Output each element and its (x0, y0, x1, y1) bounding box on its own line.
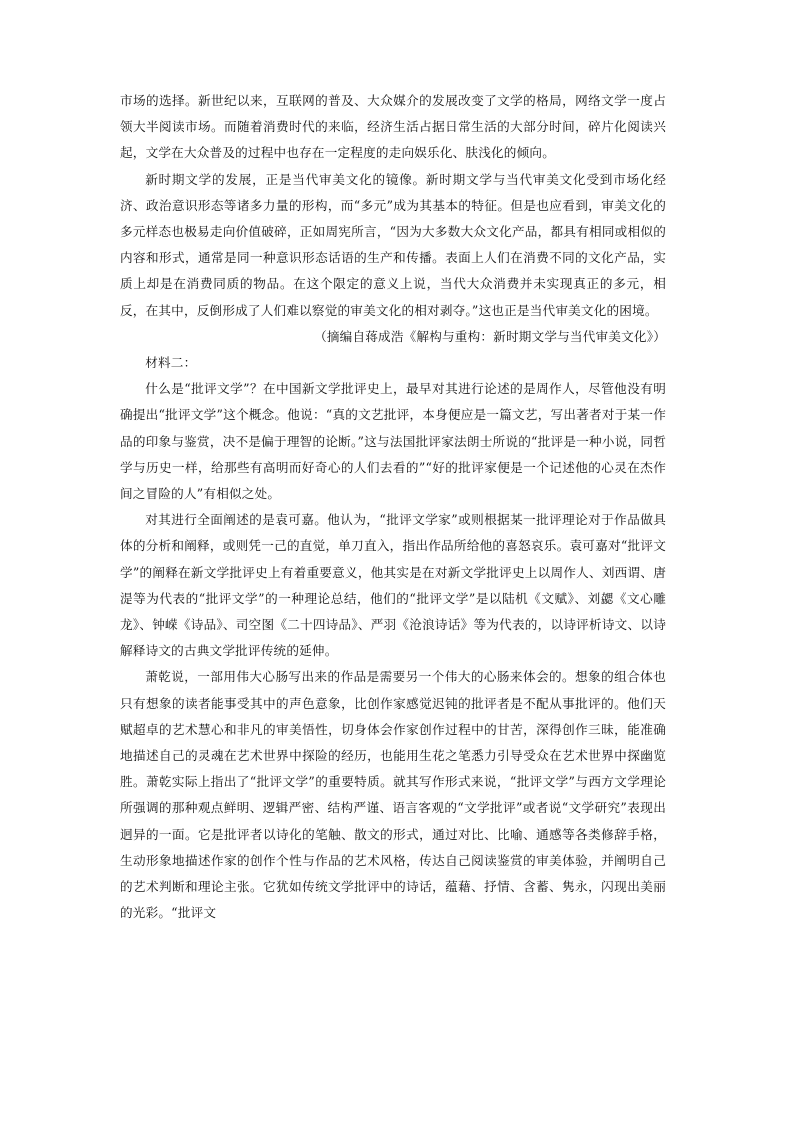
section-heading-material-two: 材料二： (145, 355, 197, 371)
paragraph-2: 新时期文学的发展，正是当代审美文化的镜像。新时期文学与当代审美文化受到市场化经济、政治意识形态等诸多力量的形构，而“多元”成为其基本的特征。但是也应看到，审美文化的多元样态也极易走向价值破碎，正如周宪所言，“因为大多数大众文化产品，都具有相同或相似的内容和形式，通常是同一种意识形态话语的生产和传播。表面上人们在消费不同的文化产品，实质上却是在消费同质的物品。在这个限定的意义上说，当代大众消费并未实现真正的多元，相反，在其中，反倒形成了人们难以察觉的审美文化的相对剥夺。”这也正是当代审美文化的困境。 (120, 171, 666, 318)
document-page (120, 88, 666, 927)
paragraph-1: 市场的选择。新世纪以来，互联网的普及、大众媒介的发展改变了文学的格局，网络文学一度占领大半阅读市场。而随着消费时代的来临，经济生活占据日常生活的大部分时间，碎片化阅读兴起，文学在大众普及的过程中也存在一定程度的走向娱乐化、肤浅化的倾向。 (120, 93, 666, 161)
paragraph-3: 什么是“批评文学”？在中国新文学批评史上，最早对其进行论述的是周作人，尽管他没有明确提出“批评文学”这个概念。他说：“真的文艺批评，本身便应是一篇文艺，写出著者对于某一作品的印象与鉴赏，决不是偏于理智的论断。”这与法国批评家法朗士所说的“批评是一种小说，同哲学与历史一样，给那些有高明而好奇心的人们去看的”“好的批评家便是一个记述他的心灵在杰作间之冒险的人”有相似之处。 (120, 381, 666, 502)
paragraph-4: 对其进行全面阐述的是袁可嘉。他认为，“批评文学家”或则根据某一批评理论对于作品做具体的分析和阐释，或则凭一己的直觉，单刀直入，指出作品所给他的喜怒哀乐。袁可嘉对“批评文学”的阐释在新文学批评史上有着重要意义，他其实是在对新文学批评史上以周作人、刘西谓、唐湜等为代表的“批评文学”的一种理论总结，他们的“批评文学”是以陆机《文赋》、刘勰《文心雕龙》、钟嵘《诗品》、司空图《二十四诗品》、严羽《沧浪诗话》等为代表的，以诗评析诗文、以诗解释诗文的古典文学批评传统的延伸。 (120, 512, 666, 659)
source-citation: （摘编自蒋成浩《解构与重构：新时期文学与当代审美文化》） (314, 328, 666, 344)
paragraph-5: 萧乾说，一部用伟大心肠写出来的作品是需要另一个伟大的心肠来体会的。想象的组合体也只有想象的读者能事受其中的声色意象，比创作家感觉迟钝的批评者是不配从事批评的。他们天赋超卓的艺术慧心和非凡的审美悟性，切身体会作家创作过程中的甘苦，深得创作三昧，能准确地描述自己的灵魂在艺术世界中探险的经历，也能用生花之笔悉力引导受众在艺术世界中探幽览胜。萧乾实际上指出了“批评文学”的重要特质。就其写作形式来说，“批评文学”与西方文学理论所强调的那种观点鲜明、逻辑严密、结构严谨、语言客观的“文学批评”或者说“文学研究”表现出迥异的一面。它是批评者以诗化的笔触、散文的形式，通过对比、比喻、通感等各类修辞手格，生动形象地描述作家的创作个性与作品的艺术风格，传达自己阅读鉴赏的审美体验，并阐明自己的艺术判断和理论主张。它犹如传统文学批评中的诗话，蕴藉、抒情、含蓄、隽永，闪现出美丽的光彩。“批评文 (120, 669, 666, 921)
